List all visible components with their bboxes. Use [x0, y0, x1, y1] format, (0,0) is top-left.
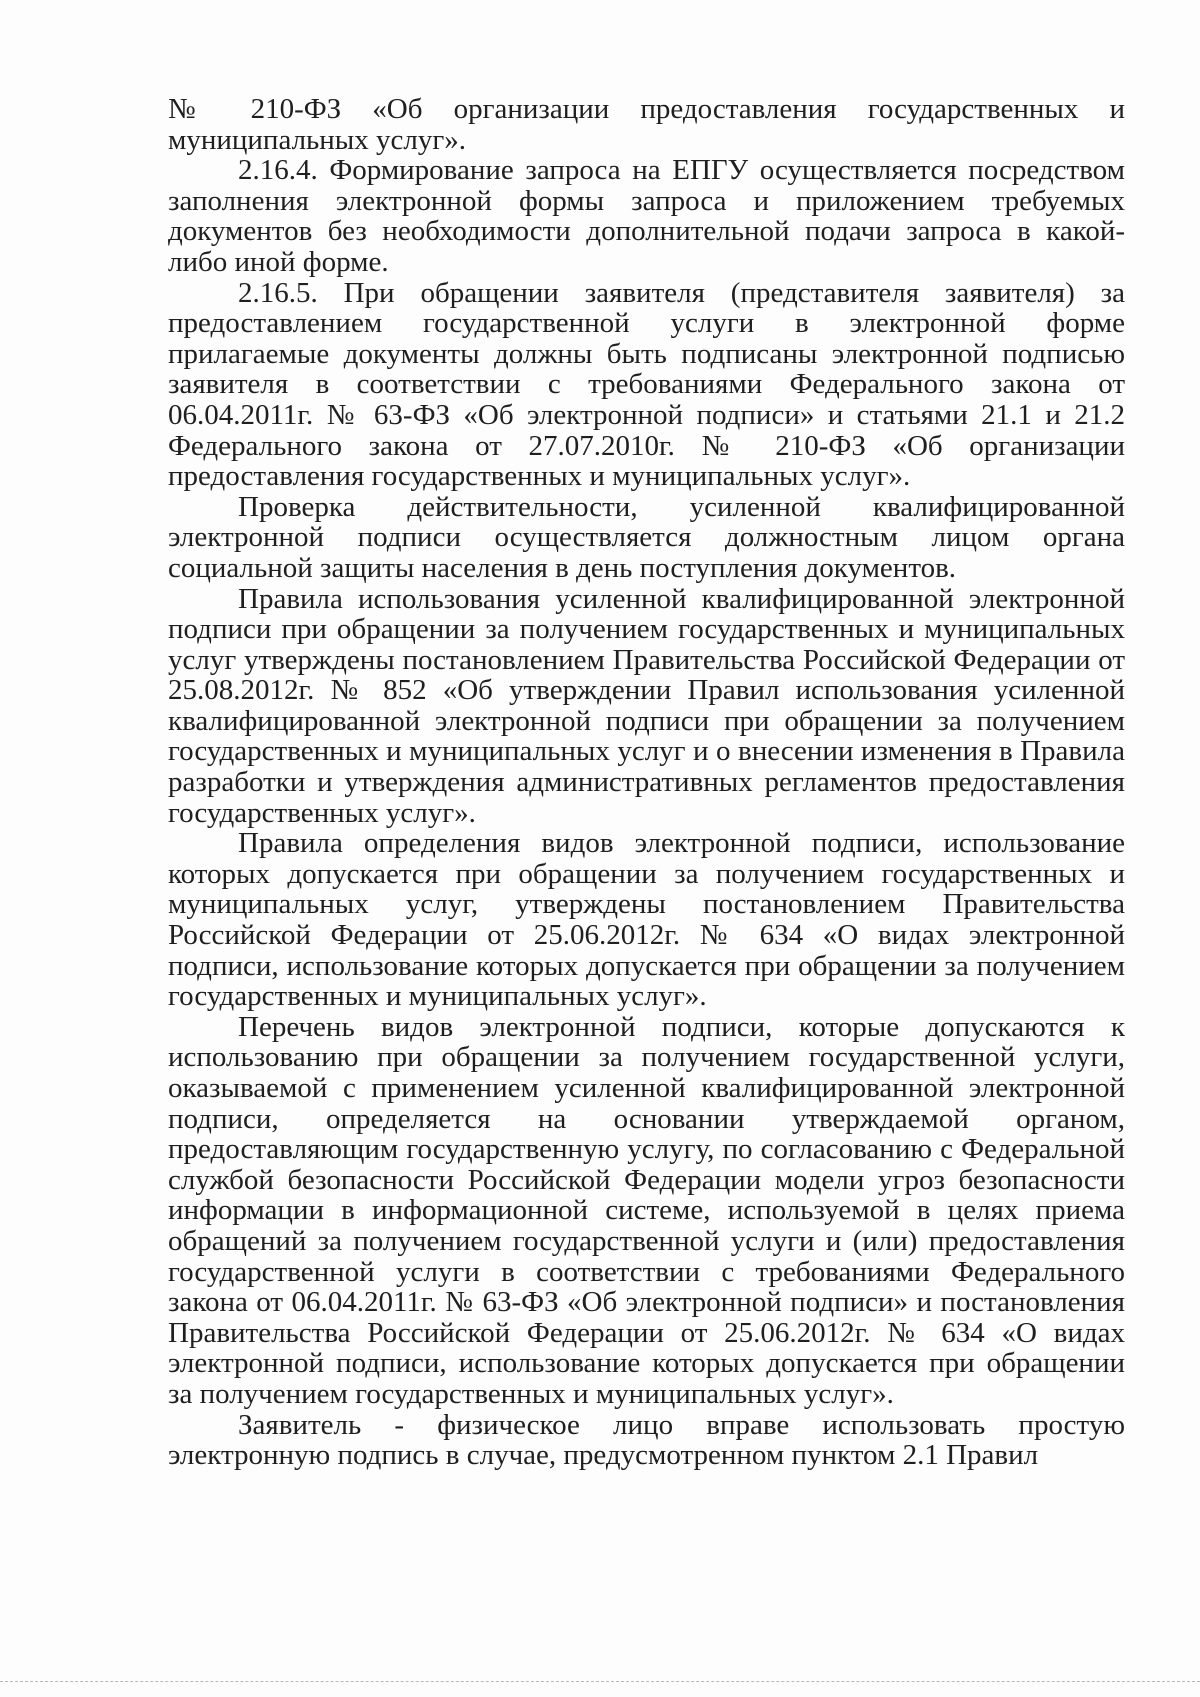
paragraph-signature-types-list: Перечень видов электронной подписи, которые допускаются к использованию при обращении за получением государственной услуги, оказываемой с применением усиленной квалифицированной электронной подписи, определяется на основании утверждаемой органом, предоставляющим государственную услугу, по согласованию с Федеральной службой безопасности Российской Федерации модели угроз безопасности информации в информационной системе, используемой в целях приема обращений за получением государственной услуги и (или) предоставления государственной услуги в соответствии с требованиями Федерального закона от 06.04.2011г. № 63-ФЗ «Об электронной подписи» и постановления Правительства Российской Федерации от 25.06.2012г. № 634 «О видах электронной подписи, использование которых допускается при обращении за получением государственных и муниципальных услуг». — [168, 1010, 1125, 1410]
paragraph-simple-signature: Заявитель - физическое лицо вправе использовать простую электронную подпись в случае, предусмотренном пунктом 2.1 Правил — [168, 1408, 1125, 1472]
document-body — [168, 94, 1125, 1471]
paragraph-2-16-4: 2.16.4. Формирование запроса на ЕПГУ осуществляется посредством заполнения электронной формы запроса и приложением требуемых документов без необходимости дополнительной подачи запроса в какой-либо иной форме. — [168, 154, 1125, 278]
paragraph-signature-check: Проверка действительности, усиленной квалифицированной электронной подписи осуществляется должностным лицом органа социальной защиты населения в день поступления документов. — [168, 490, 1125, 584]
paragraph-continuation: № 210-ФЗ «Об организации предоставления государственных и муниципальных услуг». — [168, 93, 1125, 156]
paragraph-signature-rules: Правила использования усиленной квалифицированной электронной подписи при обращении за получением государственных и муниципальных услуг утверждены постановлением Правительства Российской Федерации от 25.08.2012г. № 852 «Об утверждении Правил использования усиленной квалифицированной электронной подписи при обращении за получением государственных и муниципальных услуг и о внесении изменения в Правила разработки и утверждения административных регламентов предоставления государственных услуг». — [168, 582, 1125, 829]
paragraph-signature-types-rules: Правила определения видов электронной подписи, использование которых допускается при обращении за получением государственных и муниципальных услуг, утверждены постановлением Правительства Российской Федерации от 25.06.2012г. № 634 «О видах электронной подписи, использование которых допускается при обращении за получением государственных и муниципальных услуг». — [168, 827, 1125, 1013]
paragraph-2-16-5: 2.16.5. При обращении заявителя (представителя заявителя) за предоставлением государственной услуги в электронной форме прилагаемые документы должны быть подписаны электронной подписью заявителя в соответствии с требованиями Федерального закона от 06.04.2011г. № 63-ФЗ «Об электронной подписи» и статьями 21.1 и 21.2 Федерального закона от 27.07.2010г. № 210-ФЗ «Об организации предоставления государственных и муниципальных услуг». — [168, 276, 1125, 493]
scan-bottom-edge — [0, 1681, 1200, 1682]
